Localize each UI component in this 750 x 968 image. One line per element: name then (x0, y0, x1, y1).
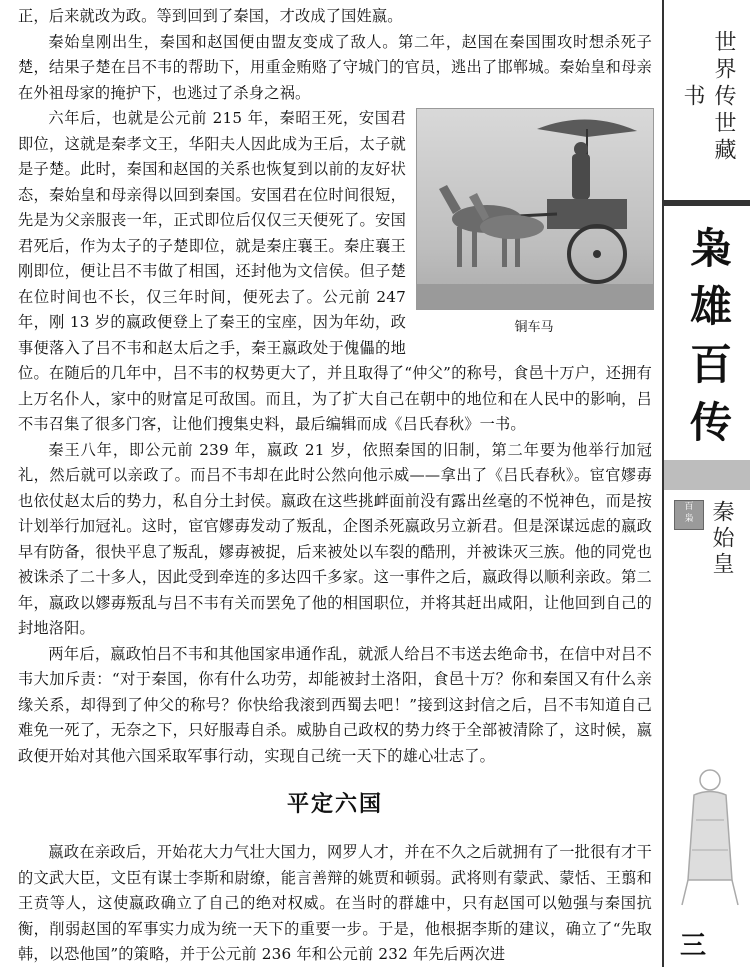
portrait-sketch-icon (674, 760, 746, 910)
series-name: 世界传世藏书 (680, 29, 736, 165)
book-title: 枭雄百传 (684, 226, 733, 458)
page-number: 三 (680, 931, 707, 961)
paragraph: 秦王八年，即公元前 239 年，嬴政 21 岁，依照秦国的旧制，第二年要为他举行加冠礼，然后就可以亲政了。而吕不韦却在此时公然向他示威——拿出了《吕氏春秋》。宦官嫪毐也依仗赵太后的势力，私自分土封侯。嬴政在这些挑衅面前没有露出丝毫的不悦神色，而是按计划举行加冠礼。这时，宦官嫪毐发动了叛乱，企图杀死嬴政另立新君。但是深谋远虑的嬴政早有防备，很快平息了叛乱，嫪毐被捉，后来被处以车裂的酷刑，并被诛灭三族。他的同党也被诛杀了二十多人，因此受到牵连的多达四千多家。这一事件之后，嬴政得以顺利亲政。第二年，嬴政以嫪毐叛乱与吕不韦有关而罢免了他的相国职位，并将其赶出咸阳，让他回到自己的封地洛阳。 (18, 440, 652, 637)
gray-band (664, 460, 750, 490)
paragraph: 六年后，也就是公元前 215 年，秦昭王死，安国君即位，这就是秦孝文王，华阳夫人因此成为王后，太子就是子楚。此时，秦国和赵国的关系也恢复到以前的友好状态，秦始皇和母亲得以回到秦国。安国君在位时间很短，先是为父亲服丧一年，正式即位后仅仅三天便死了。安国君死后，作为太子的子楚即位，就是秦庄襄王。秦庄襄王刚即位，便让吕不韦做了相国，还封他为文信侯。但子楚在位时间也不长，仅三年时间，便死去了。公元前 247 年，刚 13 岁的嬴政便登上了秦王的宝座，因为年幼，政事便落入了吕不韦和赵太后之手，秦王嬴政处于傀儡的地位。在随后的几年中，吕不韦的权势更大了，并且取得了“仲父”的称号，食邑十万户，还拥有上万名仆人，家中的财富足可敌国。而且，为了扩大自己在朝中的地位和在人民中的影响，吕不韦召集了很多门客，让他们搜集史料，最后编辑而成《吕氏春秋》一书。 (18, 109, 652, 433)
paragraph: 两年后，嬴政怕吕不韦和其他国家串通作乱，就派人给吕不韦送去绝命书，在信中对吕不韦大加斥责：“对于秦国，你有什么功劳，却能被封土洛阳，食邑十万？你和秦国又有什么亲缘关系，却得到了仲父的称号？你快给我滚到西蜀去吧！”接到这封信之后，吕不韦知道自己难免一死了，无奈之下，只好服毒自杀。威胁自己政权的势力终于全部被清除了，这时候，嬴政便开始对其他六国采取军事行动，实现自己统一天下的雄心壮志了。 (18, 644, 652, 765)
paragraph: 秦始皇刚出生，秦国和赵国便由盟友变成了敌人。第二年，赵国在秦国围攻时想杀死子楚，结果子楚在吕不韦的帮助下，用重金贿赂了守城门的官员，逃出了邯郸城。秦始皇和母亲在外祖母家的掩护下，也逃过了杀身之祸。 (18, 32, 652, 102)
paragraph: 正，后来就改为政。等到回到了秦国，才改成了国姓嬴。 (18, 7, 403, 25)
paragraph: 嬴政在亲政后，开始花大力气壮大国力，网罗人才，并在不久之后就拥有了一批很有才干的文武大臣，文臣有谋士李斯和尉缭，能言善辩的姚贾和顿弱。武将则有蒙武、蒙恬、王翦和王贲等人，这使嬴政确立了自己的绝对权威。在当时的群雄中，只有赵国可以勉强与秦国抗衡，削弱赵国的军事实力成为统一天下的重要一步。于是，他根据李斯的建议，确立了“先取韩，以恐他国”的策略，并于公元前 236 年和公元前 232 年先后两次进 (18, 843, 652, 963)
seal-icon: 百 枭 (674, 500, 704, 530)
series-label-box (672, 18, 744, 168)
bronze-chariot-photo (416, 108, 654, 310)
sidebar (662, 0, 750, 967)
text-with-figure (18, 106, 652, 438)
section-heading: 平定六国 (286, 791, 383, 817)
chariot-illustration (417, 109, 653, 309)
main-text-column (18, 4, 652, 968)
chapter-person: 秦始皇 (709, 500, 734, 578)
book-title-box (664, 212, 750, 462)
figure-caption: 铜车马 (514, 320, 554, 335)
figure (416, 108, 652, 335)
divider (664, 200, 750, 206)
